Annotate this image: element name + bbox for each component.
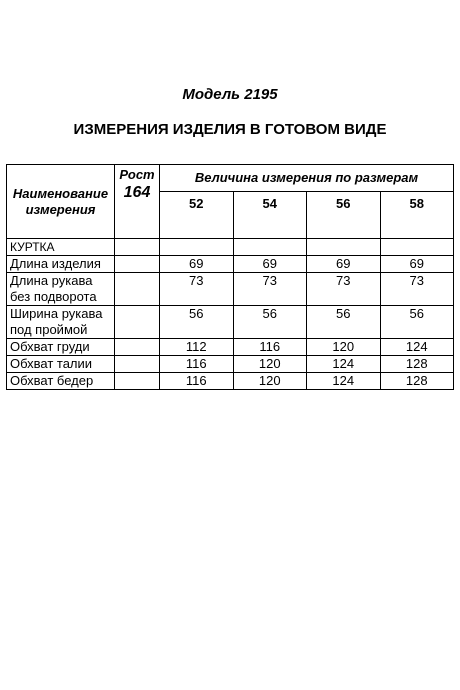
row-value: 124: [380, 339, 454, 356]
empty-cell: [115, 239, 160, 256]
row-label: Ширина рукава под проймой: [7, 306, 115, 339]
empty-cell: [115, 373, 160, 390]
empty-cell: [115, 273, 160, 306]
empty-cell: [160, 239, 234, 256]
table-row: [7, 273, 454, 306]
empty-cell: [115, 339, 160, 356]
empty-cell: [307, 239, 381, 256]
row-value: 116: [160, 373, 234, 390]
row-label: Обхват бедер: [7, 373, 115, 390]
row-label: Длина изделия: [7, 256, 115, 273]
row-value: 124: [307, 356, 381, 373]
table-row: [7, 373, 454, 390]
empty-cell: [115, 356, 160, 373]
empty-cell: [115, 306, 160, 339]
row-value: 116: [233, 339, 307, 356]
row-value: 73: [380, 273, 454, 306]
row-value: 56: [160, 306, 234, 339]
measurements-table: [6, 164, 454, 390]
row-value: 69: [233, 256, 307, 273]
height-value: 164: [123, 184, 151, 201]
row-value: 69: [307, 256, 381, 273]
row-value: 128: [380, 356, 454, 373]
row-value: 73: [233, 273, 307, 306]
row-value: 69: [380, 256, 454, 273]
header-row: [7, 165, 454, 192]
size-group-header: Величина измерения по размерам: [160, 165, 454, 192]
height-header: [115, 165, 160, 239]
row-value: 124: [307, 373, 381, 390]
section-label: КУРТКА: [7, 239, 115, 256]
size-header: 52: [160, 192, 234, 239]
row-value: 73: [160, 273, 234, 306]
row-value: 56: [380, 306, 454, 339]
row-value: 56: [307, 306, 381, 339]
row-value: 120: [307, 339, 381, 356]
size-header: 54: [233, 192, 307, 239]
row-value: 120: [233, 373, 307, 390]
table-row: [7, 339, 454, 356]
row-label: Обхват груди: [7, 339, 115, 356]
table-row: [7, 306, 454, 339]
row-value: 112: [160, 339, 234, 356]
row-label: Длина рукава без подворота: [7, 273, 115, 306]
section-row: [7, 239, 454, 256]
row-value: 73: [307, 273, 381, 306]
empty-cell: [233, 239, 307, 256]
size-header: 56: [307, 192, 381, 239]
model-title: Модель 2195: [182, 86, 278, 103]
row-value: 69: [160, 256, 234, 273]
table-row: [7, 256, 454, 273]
row-label: Обхват талии: [7, 356, 115, 373]
table-row: [7, 356, 454, 373]
row-value: 128: [380, 373, 454, 390]
row-value: 56: [233, 306, 307, 339]
empty-cell: [380, 239, 454, 256]
empty-cell: [115, 256, 160, 273]
size-header: 58: [380, 192, 454, 239]
page-heading: ИЗМЕРЕНИЯ ИЗДЕЛИЯ В ГОТОВОМ ВИДЕ: [73, 121, 387, 138]
row-value: 120: [233, 356, 307, 373]
row-value: 116: [160, 356, 234, 373]
height-label: Рост: [119, 167, 155, 182]
measurement-name-header: Наименование измерения: [7, 165, 115, 239]
